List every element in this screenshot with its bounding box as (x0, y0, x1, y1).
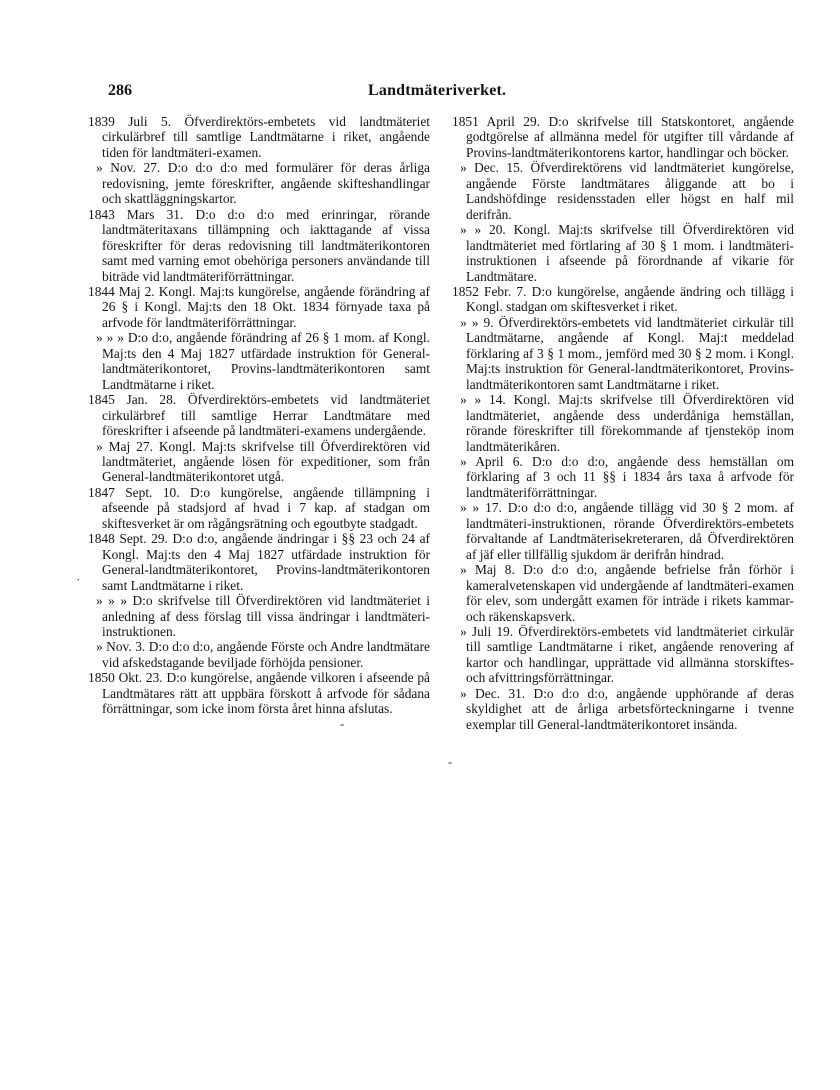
entry-1845-jan-28: 1845 Jan. 28. Öfverdirektörs-embetets vid landtmäteriet cirkulärbref till samtlige Herrar Landtmätare med föreskrifter i afseende på landtmäteri-examens undergående. (88, 392, 430, 439)
entry-1852-febr-7: 1852 Febr. 7. D:o kungörelse, angående ändring och tillägg i Kongl. stadgan om skiftesverket i riket. (452, 283, 794, 315)
bottom-speck-2: - (448, 754, 453, 769)
running-title: Landtmäteriverket. (368, 82, 507, 99)
entry-1851-april-29: 1851 April 29. D:o skrifvelse till Statskontoret, angående godtgörelse af allmänna medel för utgifter till vårdande af Provins-landtmäterikontorens kartor, handlingar och böcker. (452, 114, 794, 160)
entry-1848-sept-29-skrifvelse: » » » D:o skrifvelse till Öfverdirektören vid landtmäteriet i anledning af dess förslag till vissa ändringar i landtmäteri-instruktionen. (96, 593, 430, 639)
entry-1839-nov-27: » Nov. 27. D:o d:o d:o med formulärer för deras årliga redovisning, jemte föreskrifter, angående skifteshandlingar och skattläggningskartor. (96, 160, 430, 207)
page-number: 286 (108, 82, 132, 99)
entry-1848-sept-29: 1848 Sept. 29. D:o d:o, angående ändringar i §§ 23 och 24 af Kongl. Maj:ts den 4 Maj 1827 utfärdade instruktion för General-landtmäterikontoret, Provins-landtmäterikontoren samt Landtmätarne i riket. (88, 531, 430, 593)
entry-1852-april-17: » » 17. D:o d:o d:o, angående tillägg vid 30 § 2 mom. af landtmäteri-instruktionen, rörande Öfverdirektörs-embetets förvaltande af Landtmäterisekreteraren, då Öfverdirektören af jäf eller tillfällig sjukdom är derifrån hindrad. (460, 500, 794, 562)
entry-1852-juli-19: » Juli 19. Öfverdirektörs-embetets vid landtmäteriet cirkulär till samtlige Landtmätarne i riket, angående renovering af kartor och handlingar, upprättade vid allmänna storskiftes- och afvittringsförrättningar. (460, 623, 794, 686)
entry-1850-okt-23: 1850 Okt. 23. D:o kungörelse, angående vilkoren i afseende på Landtmätares rätt att uppbära förskott å arfvode för sådana förrättningar, som icke inom första året hinna afslutas. (88, 670, 430, 717)
entry-1852-dec-31: » Dec. 31. D:o d:o d:o, angående upphörande af deras skyldighet att de årliga arbetsförteckningarne i tvenne exemplar till General-landtmäterikontoret insända. (460, 685, 794, 732)
entry-1851-dec-20: » » 20. Kongl. Maj:ts skrifvelse till Öfverdirektören vid landtmäteriet med förtlaring af 30 § 1 mom. i landtmäteri-instruktionen i afseende på förordnande af vikarie för Landtmätare. (460, 222, 794, 284)
entry-1852-febr-14: » » 14. Kongl. Maj:ts skrifvelse till Öfverdirektören vid landtmäteriet, angående dess underdåniga hemställan, rörande föreskrifter till förekommande af tjensteköp inom landtmäterikåren. (460, 392, 794, 454)
entry-1848-nov-3: » Nov. 3. D:o d:o d:o, angående Förste och Andre landtmätare vid afskedstagande beviljade förhöjda pensioner. (96, 639, 430, 670)
right-column (452, 114, 794, 732)
entry-1852-febr-9: » » 9. Öfverdirektörs-embetets vid landtmäteriet cirkulär till Landtmätarne, angående af Kongl. Maj:t meddelad förklaring af 3 § 1 mom., jemförd med 30 § 2 mom. i Kongl. Maj:ts instruktion för General-landtmäterikontoret, Provins-landtmäterikontoren samt Landtmätarne i riket. (460, 314, 794, 392)
entry-1844-maj-2: 1844 Maj 2. Kongl. Maj:ts kungörelse, angående förändring af 26 § i Kongl. Maj:ts den 18 Okt. 1834 förnyade taxa på arfvode för landtmäteriförrättningar. (88, 283, 430, 330)
left-column (88, 114, 430, 717)
entry-1852-maj-8: » Maj 8. D:o d:o d:o, angående befrielse från förhör i kameralvetenskapen vid undergående af landtmäteri-examen för elev, som undergått examen för inträde i rikets kammar- och räkenskapsverk. (460, 562, 794, 624)
margin-speck: · (76, 572, 81, 587)
entry-1852-april-6: » April 6. D:o d:o d:o, angående dess hemställan om förklaring af 3 och 11 §§ i 1834 års taxa å arfvode för landtmäteriförrättningar. (460, 453, 794, 500)
entry-1851-dec-15: » Dec. 15. Öfverdirektörens vid landtmäteriet kungörelse, angående Förste landtmätares åliggande att bo i Landshöfdinge residensstaden eller högst en half mil derifrån. (460, 160, 794, 222)
bottom-speck: - (340, 716, 345, 731)
entry-1844-maj-2-dito: » » » D:o d:o, angående förändring af 26 § 1 mom. af Kongl. Maj:ts den 4 Maj 1827 utfärdade instruktion för General-landtmäterikontoret, Provins-landtmäterikontoren samt Landtmätarne i riket. (96, 330, 430, 392)
entry-1839-juli-5: 1839 Juli 5. Öfverdirektörs-embetets vid landtmäteriet cirkulärbref till samtlige Landtmätarne i riket, angående tiden för landtmäteri-examen. (88, 114, 430, 160)
entry-1845-maj-27: » Maj 27. Kongl. Maj:ts skrifvelse till Öfverdirektören vid landtmäteriet, angående lösen för expeditioner, som från General-landtmäterikontoret utgå. (96, 438, 430, 485)
entry-1847-sept-10: 1847 Sept. 10. D:o kungörelse, angående tillämpning i afseende på stadsjord af hvad i 7 kap. af stadgan om skiftesverket är om rågångsrätning och egoutbyte stadgadt. (88, 484, 430, 531)
entry-1843-mars-31: 1843 Mars 31. D:o d:o d:o med erinringar, rörande landtmäteritaxans tillämpning och iakttagande af vissa föreskrifter för deras redovisning till landtmäterikontoren samt med varning emot obehöriga personers användande till biträde vid landtmäteriförrättningar. (88, 206, 430, 284)
